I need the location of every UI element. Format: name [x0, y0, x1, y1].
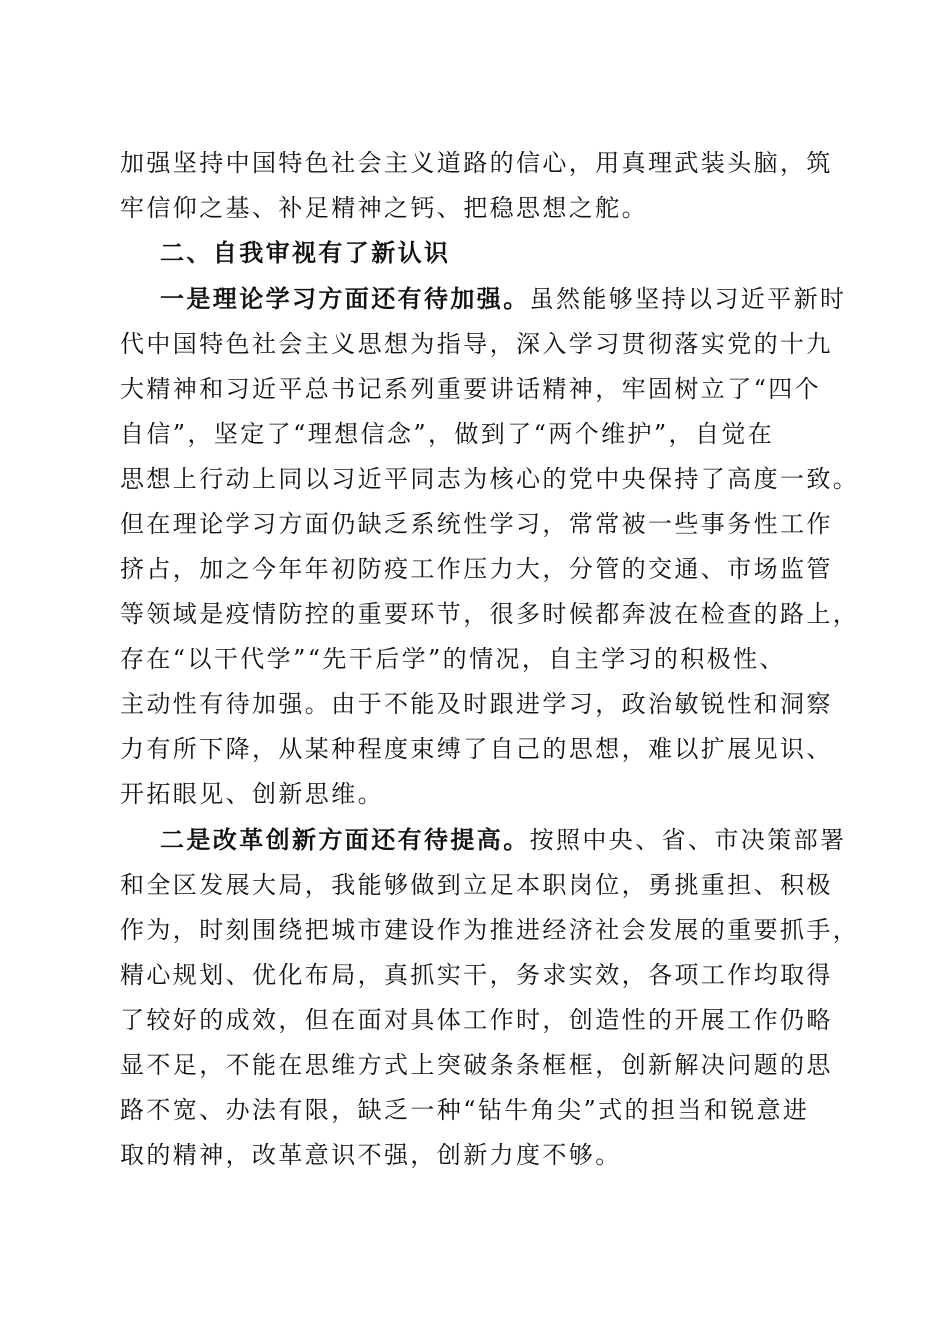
text-line: 代中国特色社会主义思想为指导，深入学习贯彻落实党的十九: [120, 330, 833, 358]
paragraph-first-line: [160, 822, 880, 858]
text-line: 主动性有待加强。由于不能及时跟进学习，政治敏锐性和洞察: [120, 690, 833, 718]
text-line: 力有所下降，从某种程度束缚了自己的思想，难以扩展见识、: [120, 735, 833, 763]
text-line: 存在“以干代学”“先干后学”的情况，自主学习的积极性、: [120, 645, 786, 673]
text-line: 了较好的成效，但在面对具体工作时，创造性的开展工作仍略: [120, 1006, 833, 1034]
text-line: 精心规划、优化布局，真抓实干，务求实效，各项工作均取得: [120, 961, 833, 989]
text-line: 作为，时刻围绕把城市建设作为推进经济社会发展的重要抓手，: [120, 916, 860, 944]
text-line: 思想上行动上同以习近平同志为核心的党中央保持了高度一致。: [120, 465, 860, 493]
paragraph-text: 虽然能够坚持以习近平新时: [529, 285, 847, 313]
text-line: 加强坚持中国特色社会主义道路的信心，用真理武装头脑，筑: [120, 149, 833, 177]
paragraph-lead: 二是改革创新方面还有待提高。: [160, 826, 530, 854]
text-line: 开拓眼见、创新思维。: [120, 780, 384, 808]
paragraph-first-line: [160, 281, 880, 317]
text-line: 自信”，坚定了“理想信念”，做到了“两个维护”，自觉在: [120, 420, 775, 448]
text-line: 牢信仰之基、补足精神之钙、把稳思想之舵。: [120, 194, 648, 222]
text-line: 取的精神，改革意识不强，创新力度不够。: [120, 1141, 622, 1169]
paragraph-text: 按照中央、省、市决策部署: [529, 826, 847, 854]
text-line: 大精神和习近平总书记系列重要讲话精神，牢固树立了“四个: [120, 375, 822, 403]
text-line: 但在理论学习方面仍缺乏系统性学习，常常被一些事务性工作: [120, 510, 833, 538]
text-line: 等领域是疫情防控的重要环节，很多时候都奔波在检查的路上，: [120, 600, 860, 628]
text-line: 路不宽、办法有限，缺乏一种“钻牛角尖”式的担当和锐意进: [120, 1096, 810, 1124]
paragraph-lead: 一是理论学习方面还有待加强。: [160, 285, 530, 313]
text-line: 显不足，不能在思维方式上突破条条框框，创新解决问题的思: [120, 1051, 833, 1079]
text-line: 和全区发展大局，我能够做到立足本职岗位，勇挑重担、积极: [120, 871, 833, 899]
section-heading: 二、自我审视有了新认识: [160, 239, 451, 267]
text-line: 挤占，加之今年年初防疫工作压力大，分管的交通、市场监管: [120, 555, 833, 583]
